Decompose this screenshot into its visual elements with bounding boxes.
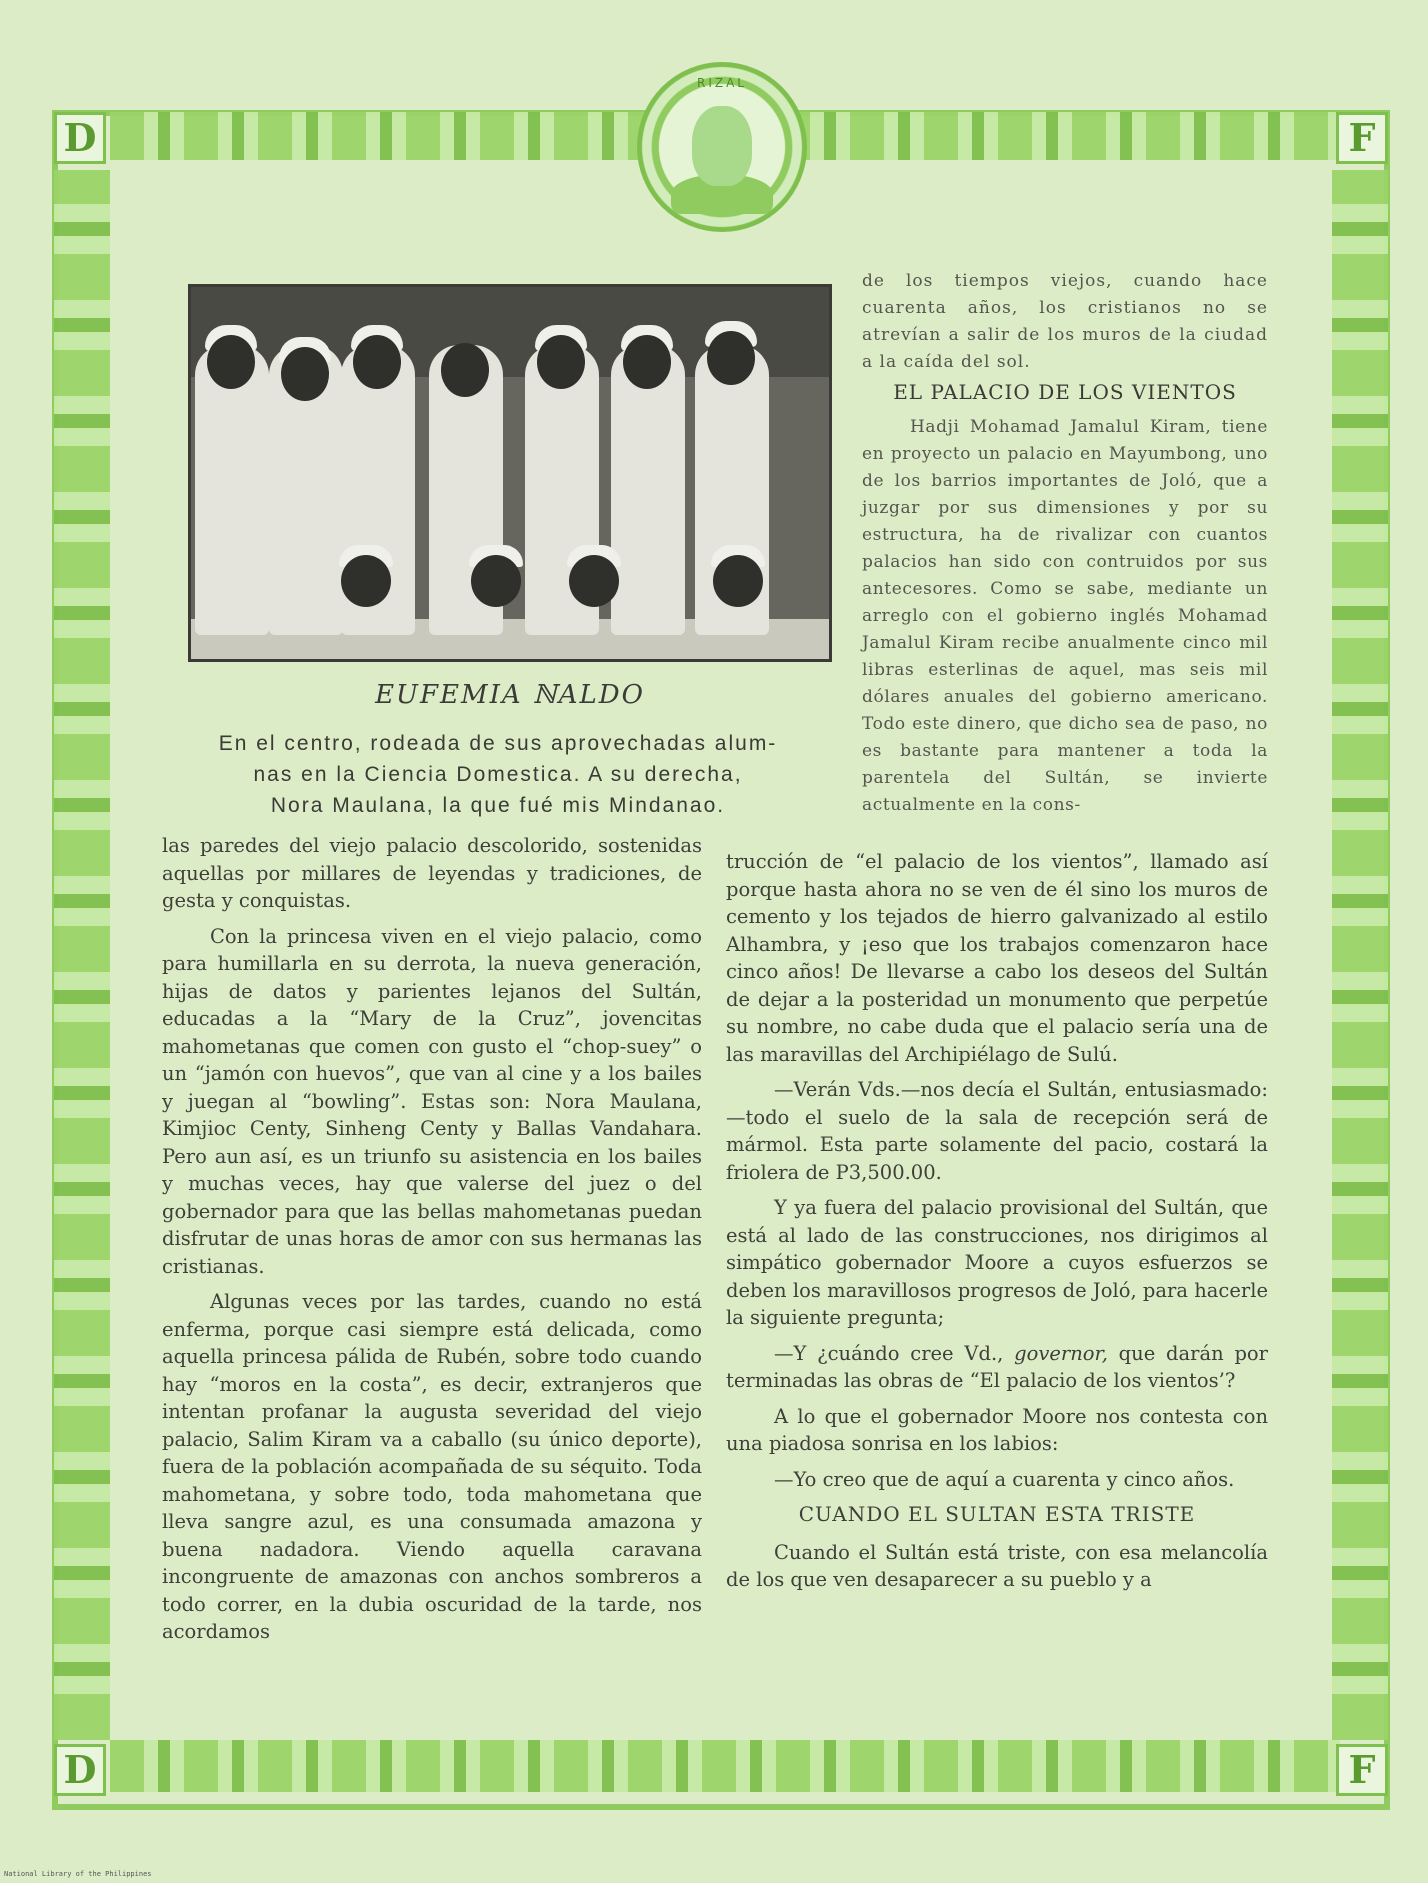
right-column-upper [862, 414, 1268, 819]
right-column-lower [726, 848, 1268, 1602]
medallion-label: RIZAL [697, 76, 747, 90]
photo-face [707, 331, 755, 385]
bottom-ornament-band [110, 1740, 1340, 1792]
paragraph: trucción de “el palacio de los vientos”, llamado así porque hasta ahora no se ven de él sino los muros de cemento y los tejados de hierro galvanizado al estilo Alhambra, y ¡eso que los trabajos comenzaron hace cinco años! De llevarse a cabo los deseos del Sultán de dejar a la posteridad un monumento que perpetúe su nombre, no cabe duda que el palacio sería una de las maravillas del Archipiélago de Sulú. [726, 850, 1268, 1066]
library-credit: National Library of the Philippines [4, 1870, 152, 1878]
photo-face [281, 347, 329, 401]
section-heading: CUANDO EL SULTAN ESTA TRISTE [798, 1502, 1196, 1526]
paragraph: Hadji Mohamad Jamalul Kiram, tiene en proyecto un palacio en Mayumbong, uno de los barrios importantes de Joló, que a juzgar por sus dimensiones y por su estructura, ha de rivalizar con cuantos palacios han sido con contruidos por sus antecesores. Como se sabe, mediante un arreglo con el gobierno inglés Mohamad Jamalul Kiram recibe anualmente cinco mil libras esterlinas de aquel, mas seis mil dólares anuales del gobierno americano. Todo este dinero, que dicho sea de paso, no es bastante para mantener a toda la parentela del Sultán, se invierte actualmente en la cons- [862, 417, 1268, 815]
corner-monogram-bottom-left: D [54, 1744, 106, 1796]
photo-child-face [713, 555, 763, 607]
paragraph: A lo que el gobernador Moore nos contesta con una piadosa sonrisa en los labios: [726, 1404, 1268, 1455]
text-run: —Y ¿cuándo cree Vd., [774, 1341, 1015, 1365]
photo-caption-title: EUFEMIA ℕALDO [375, 680, 645, 710]
photo-face [207, 335, 255, 389]
photo-face [441, 343, 489, 397]
caption-line: En el centro, rodeada de sus aprovechadas alum- [218, 732, 778, 755]
right-ornament-band [1332, 170, 1388, 1740]
photo-caption [188, 728, 808, 821]
paragraph [726, 1340, 1268, 1395]
paragraph: Y ya fuera del palacio provisional del Sultán, que está al lado de las construcciones, nos dirigimos al simpático gobernador Moore a cuyos esfuerzos se deben los maravillosos progresos de Joló, para hacerle la siguiente pregunta; [726, 1196, 1268, 1329]
paragraph: Con la princesa viven en el viejo palacio, como para humillarla en su derrota, la nueva generación, hijas de datos y parientes lejanos del Sultán, educadas a la “Mary de la Cruz”, jovencitas mahometanas que comen con gusto el “chop-suey” o un “jamón con huevos”, que van al cine y a los bailes y juegan al “bowling”. Estas son: Nora Maulana, Kimjioc Centy, Sinheng Centy y Ballas Vandahara. Pero aun así, es un triunfo su asistencia en los bailes y muchas veces, hay que valerse del juez o del gobernador para que las bellas mahometanas puedan disfrutar de unas horas de amor con sus hermanas las cristianas. [162, 924, 702, 1278]
paragraph: Cuando el Sultán está triste, con esa melancolía de los que ven desaparecer a su pueblo y a [726, 1540, 1268, 1591]
left-column [162, 832, 702, 1654]
corner-monogram-top-right: F [1336, 112, 1388, 164]
paragraph: de los tiempos viejos, cuando hace cuarenta años, los cristianos no se atrevían a salir de los muros de la ciudad a la caída del sol. [862, 271, 1268, 372]
photo-child-face [569, 555, 619, 607]
text-run: que darán por terminadas las obras de “El palacio de los vientos’? [726, 1341, 1268, 1392]
left-ornament-band [54, 170, 110, 1740]
caption-line: Nora Maulana, la que fué mis Mindanao. [270, 794, 726, 817]
italic-word: governor, [1014, 1341, 1108, 1365]
paragraph: Algunas veces por las tardes, cuando no está enferma, porque casi siempre está delicada, como aquella princesa pálida de Rubén, sobre todo cuando hay “moros en la costa”, es decir, extranjeros que intentan profanar la augusta severidad del viejo palacio, Salim Kiram va a caballo (su único deporte), fuera de la población acompañada de su séquito. Toda mahometana, y sobre todo, toda mahometana que lleva sangre azul, es una consumada amazona y buena nadadora. Viendo aquella caravana incongruente de amazonas con anchos sombreros a todo correr, en la dubia oscuridad de la tarde, nos acordamos [162, 1290, 702, 1643]
corner-monogram-bottom-right: F [1336, 1744, 1388, 1796]
paragraph: —Verán Vds.—nos decía el Sultán, entusiasmado:—todo el suelo de la sala de recepción será de mármol. Esta parte solamente del pacio, costará la friolera de P3,500.00. [726, 1078, 1268, 1184]
photo-child-face [341, 555, 391, 607]
corner-monogram-top-left: D [54, 112, 106, 164]
photo-face [353, 335, 401, 389]
right-column-intro [862, 268, 1268, 384]
photo-face [623, 335, 671, 389]
section-heading: EL PALACIO DE LOS VIENTOS [893, 380, 1237, 404]
paragraph: —Yo creo que de aquí a cuarenta y cinco años. [774, 1467, 1235, 1491]
paragraph: las paredes del viejo palacio descolorido, sostenidas aquellas por millares de leyendas y tradiciones, de gesta y conquistas. [162, 834, 702, 912]
rizal-medallion [637, 62, 807, 232]
portrait-face [692, 106, 752, 186]
caption-line: nas en la Ciencia Domestica. A su derecha, [253, 763, 743, 786]
group-photo [188, 284, 832, 662]
photo-child-face [471, 555, 521, 607]
photo-face [537, 335, 585, 389]
